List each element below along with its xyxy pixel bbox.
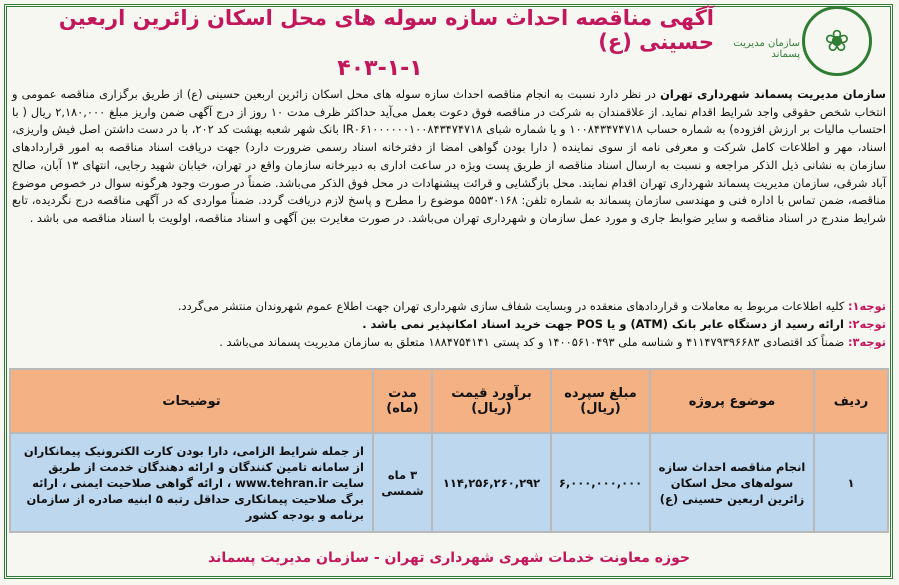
note-1 xyxy=(12,298,886,315)
col-header-index: ردیف xyxy=(814,369,888,433)
logo-caption: سازمان مدیریت پسماند xyxy=(733,38,800,60)
cell-deposit: ۶,۰۰۰,۰۰۰,۰۰۰ xyxy=(551,433,650,532)
cell-subject: انجام مناقصه احداث سازه سوله‌های محل اسکان زائرین اربعین حسینی (ع) xyxy=(650,433,814,532)
cell-index: ۱ xyxy=(814,433,888,532)
col-header-duration: مدت (ماه) xyxy=(373,369,432,433)
cell-description: از جمله شرایط الزامی، دارا بودن کارت الکترونیک پیمانکاران از سامانه تامین کنندگان و ارائه دهندگان خدمت از طریق سایت www.tehran.ir ، ارائه گواهی صلاحیت ایمنی ، ارائه برگ صلاحیت پیمانکاری حداقل رتبه ۵ ابنیه صادره از سازمان برنامه و بودجه کشور xyxy=(10,433,373,532)
footer-text: حوزه معاونت خدمات شهری شهرداری تهران - سازمان مدیریت پسماند xyxy=(208,550,690,566)
notice-title: آگهی مناقصه احداث سازه سوله های محل اسکان زائرین اربعین حسینی (ع) xyxy=(58,6,714,54)
organization-name: سازمان مدیریت پسماند شهرداری تهران xyxy=(660,87,886,101)
tender-table xyxy=(9,368,889,533)
col-header-description: توضیحات xyxy=(10,369,373,433)
tender-number: ۴۰۳-۱-۱ xyxy=(337,56,423,81)
col-header-estimate: برآورد قیمت (ریال) xyxy=(432,369,551,433)
col-header-subject: موضوع پروژه xyxy=(650,369,814,433)
note-1-label: توجه۱: xyxy=(847,299,886,313)
note-2 xyxy=(12,316,886,333)
municipality-logo-icon: ❀ xyxy=(802,6,872,76)
notice-body xyxy=(12,86,886,228)
note-2-text: ارائه رسید از دستگاه عابر بانک (ATM) و یا POS جهت خرید اسناد امکانپذیر نمی باشد . xyxy=(362,317,848,331)
table-header-row xyxy=(10,369,888,433)
note-1-text: کلیه اطلاعات مربوط به معاملات و قراردادهای منعقده در وبسایت شفاف سازی شهرداری تهران جهت اطلاع عموم شهروندان منتشر می‌گردد. xyxy=(177,299,848,313)
note-2-label: توجه۲: xyxy=(847,317,886,331)
cell-duration: ۳ ماه شمسی xyxy=(373,433,432,532)
col-header-deposit: مبلغ سپرده (ریال) xyxy=(551,369,650,433)
body-text: در نظر دارد نسبت به انجام مناقصه احداث سازه سوله های محل اسکان زائرین اربعین حسینی (ع) از طریق برگزاری مناقصه عمومی و انتخاب شخص حقوقی واجد شرایط اقدام نماید. از علاقمندان به شرکت در مناقصه فوق دعوت بعمل می‌آید حداکثر ظرف مدت ۱۰ روز از درج آگهی ضمن واریز مبلغ ۲,۱۸۰,۰۰۰ ریال ( با احتساب مالیات بر ارزش افزوده) به شماره حساب ۱۰۰۸۴۳۴۷۴۷۱۸ و یا شماره شبای IR۰۶۱۰۰۰۰۰۰۱۰۰۸۴۳۴۷۴۷۱۸ بانک شهر شعبه بهشت کد ۲۰۲، با در دست داشتن اصل فیش واریزی، اسناد، مهر و اطلاعات کامل شرکت و معرفی نامه از سوی نماینده ( دارا بودن گواهی امضا از دفترخانه اسناد رسمی ضرورت دارد) جهت دریافت اسناد مناقصه به امور قراردادهای سازمان به نشانی ذیل الذکر مراجعه و نسبت به ارسال اسناد مناقصه از طریق پست ویژه در ساعت اداری به دبیرخانه سازمان واقع در تهران، خیابان شهید رجایی، انتهای ۱۳ آبان، صالح آباد شرقی، سازمان مدیریت پسماند شهرداری تهران اقدام نمایند. محل بازگشایی و قرائت پیشنهادات در محل فوق الذکر می‌باشد. ضمناً در صورت وجود هرگونه سوال در خصوص موضوع مناقصه، ضمن تماس با اداره فنی و مهندسی سازمان پسماند به شماره تلفن: ۵۵۵۳۰۱۶۸ موضوع را مطرح و پاسخ لازم دریافت گردد. ضمناً مواردی که در آگهی مناقصه درج نگردیده، تابع شرایط مندرج در اسناد مناقصه و سایر ضوابط جاری و مورد عمل سازمان و شهرداری تهران می‌باشد. در صورت مغایرت بین آگهی و اسناد مناقصه، اولویت با اسناد مناقصه می باشد . xyxy=(12,87,886,225)
note-3-label: توجه۳: xyxy=(847,335,886,349)
cell-estimate: ۱۱۴,۲۵۶,۲۶۰,۲۹۲ xyxy=(432,433,551,532)
note-3-text: ضمناً کد اقتصادی ۴۱۱۴۷۹۳۹۶۶۸۳ و شناسه ملی ۱۴۰۰۵۶۱۰۴۹۳ و کد پستی ۱۸۸۴۷۵۴۱۴۱ متعلق به سازمان مدیریت پسماند می‌باشد . xyxy=(219,335,848,349)
table-row xyxy=(10,433,888,532)
note-3 xyxy=(12,334,886,351)
